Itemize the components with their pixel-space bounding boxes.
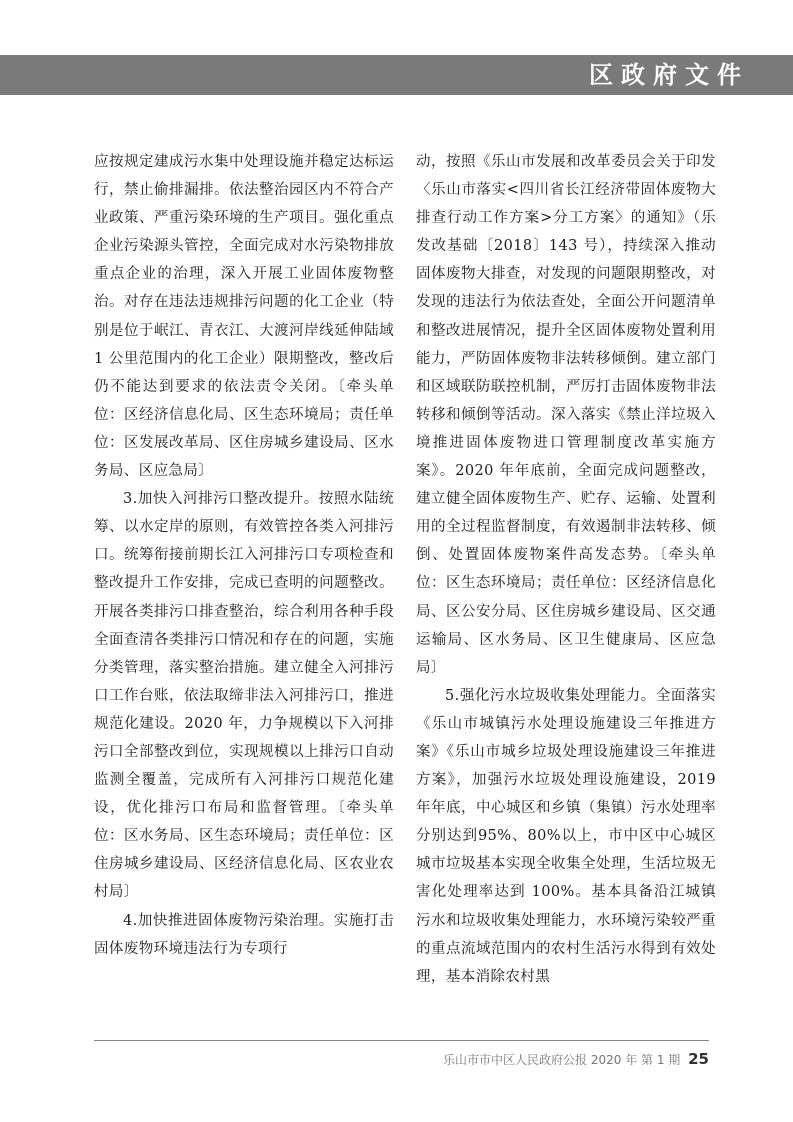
paragraph: 4.加快推进固体废物污染治理。实施打击固体废物环境违法行为专项行 <box>94 912 394 957</box>
publication-info: 乐山市市中区人民政府公报 2020 年 第 1 期 <box>443 1053 681 1067</box>
page-footer <box>443 1050 709 1068</box>
paragraph: 应按规定建成污水集中处理设施并稳定达标运行，禁止偷排漏排。依法整治园区内不符合产业政策、严重污染环境的生产项目。强化重点企业污染源头管控，全面完成对水污染物排放重点企业的治理，深入开展工业固体废物整治。对存在违法违规排污问题的化工企业（特别是位于岷江、青衣江、大渡河岸线延伸陆域 1 公里范围内的化工企业）限期整改，整改后仍不能达到要求的依法责令关闭。〔牵头单位：区经济信息化局、区生态环境局；责任单位：区发展改革局、区住房城乡建设局、区水务局、区应急局〕 <box>94 154 394 480</box>
section-title: 区政府文件 <box>589 61 749 89</box>
left-column <box>94 148 394 963</box>
paragraph: 5.强化污水垃圾收集处理能力。全面落实《乐山市城镇污水处理设施建设三年推进方案》《乐山市城乡垃圾处理设施建设三年推进方案》，加强污水垃圾处理设施建设，2019 年年底，中心城区和乡镇（集镇）污水处理率分别达到95%、80%以上，市中区中心城区城市垃圾基本实现全收集全处理，生活垃圾无害化处理率达到 100%。基本具备沿江城镇污水和垃圾收集处理能力，水环境污染较严重的重点流域范围内的农村生活污水得到有效处理，基本消除农村黑 <box>416 687 716 985</box>
paragraph: 动，按照《乐山市发展和改革委员会关于印发〈乐山市落实<四川省长江经济带固体废物大排查行动工作方案>分工方案〉的通知》（乐发改基础〔2018〕143 号），持续深入推动固体废物大排查，对发现的问题限期整改，对发现的违法行为依法查处，全面公开问题清单和整改进展情况，提升全区固体废物处置利用能力，严防固体废物非法转移倾倒。建立部门和区域联防联控机制，严厉打击固体废物非法转移和倾倒等活动。深入落实《禁止洋垃圾入境推进固体废物进口管理制度改革实施方案》。2020 年年底前，全面完成问题整改，建立健全固体废物生产、贮存、运输、处置利用的全过程监督制度，有效遏制非法转移、倾倒、处置固体废物案件高发态势。〔牵头单位：区生态环境局；责任单位：区经济信息化局、区公安分局、区住房城乡建设局、区交通运输局、区水务局、区卫生健康局、区应急局〕 <box>416 154 716 676</box>
right-column <box>416 148 716 991</box>
paragraph: 3.加快入河排污口整改提升。按照水陆统筹、以水定岸的原则，有效管控各类入河排污口。统筹衔接前期长江入河排污口专项检查和整改提升工作安排，完成已查明的问题整改。开展各类排污口排查整治，综合利用各种手段全面查清各类排污口情况和存在的问题，实施分类管理，落实整治措施。建立健全入河排污口工作台账，依法取缔非法入河排污口，推进规范化建设。2020 年，力争规模以下入河排污口全部整改到位，实现规模以上排污口自动监测全覆盖，完成所有入河排污口规范化建设，优化排污口布局和监督管理。〔牵头单位：区水务局、区生态环境局；责任单位：区住房城乡建设局、区经济信息化局、区农业农村局〕 <box>94 491 394 901</box>
page-number: 25 <box>688 1050 709 1068</box>
footer-divider <box>94 1040 709 1041</box>
